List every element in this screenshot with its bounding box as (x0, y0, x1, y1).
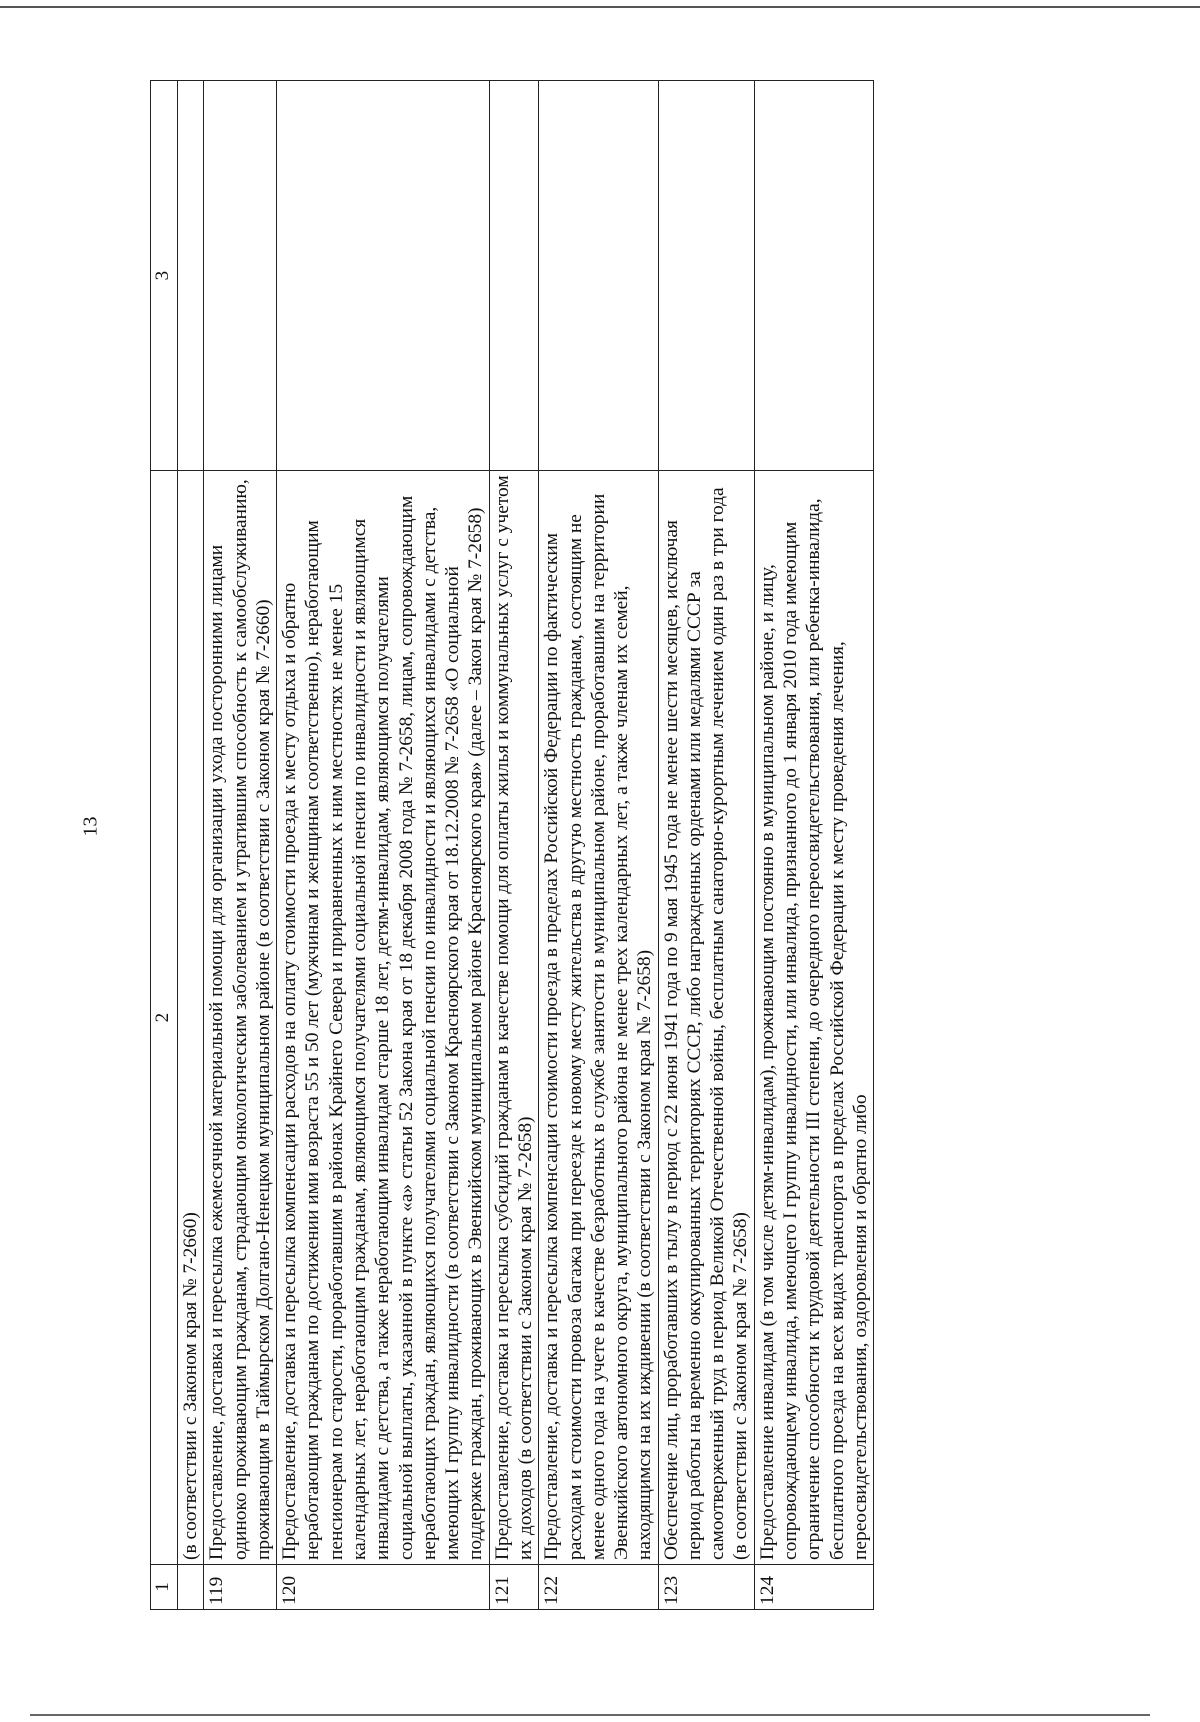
row-number: 122 (539, 1564, 658, 1609)
table-row (178, 81, 204, 1610)
scan-edge-top (0, 6, 1200, 8)
table-row (754, 81, 873, 1610)
row-description: Предоставление, доставка и пересылка компенсации стоимости проезда в пределах Российской Федерации по фактическим расходам и стоимости провоза багажа при переезде к новому месту жительства в другую местность гражданам, состоящим не менее одного года на учете в качестве безработных в службе занятости в муниципальном районе, проработавшим на территории Эвенкийского автономного округа, муниципального района не менее трех календарных лет, а также членам их семей, находящимся на их иждивении (в соответствии с Законом края № 7-2658) (539, 471, 658, 1565)
row-number: 123 (658, 1564, 754, 1609)
row-col3 (204, 81, 277, 471)
table-header-row (151, 81, 178, 1610)
row-number: 121 (489, 1564, 539, 1609)
row-description: Обеспечение лиц, проработавших в тылу в период с 22 июня 1941 года по 9 мая 1945 года не менее шести месяцев, исключая период работы на временно оккупированных территориях СССР, либо награжденных орденами или медалями СССР за самоотверженный труд в период Великой Отечественной войны, бесплатным санаторно-курортным лечением один раз в три года (в соответствии с Законом края № 7-2658) (658, 471, 754, 1565)
page-number: 13 (79, 816, 102, 837)
row-col3 (277, 81, 490, 471)
row-col3 (178, 81, 204, 471)
table-row (489, 81, 539, 1610)
row-number: 120 (277, 1564, 490, 1609)
row-col3 (539, 81, 658, 471)
row-description: Предоставление, доставка и пересылка ежемесячной материальной помощи для организации ухода посторонними лицами одиноко проживающим гражданам, страдающим онкологическим заболеванием и утратившим способность к самообслуживанию, проживающим в Таймырском Долгано-Ненецком муниципальном районе (в соответствии с Законом края № 7-2660) (204, 471, 277, 1565)
rotated-page-content (150, 80, 1055, 1610)
row-number: 124 (754, 1564, 873, 1609)
table-row (204, 81, 277, 1610)
row-col3 (489, 81, 539, 471)
row-number (178, 1564, 204, 1609)
table-row (277, 81, 490, 1610)
header-col-3: 3 (151, 81, 178, 471)
row-description: Предоставление инвалидам (в том числе детям-инвалидам), проживающим постоянно в муниципальном районе, и лицу, сопровождающему инвалида, имеющего I группу инвалидности, или инвалида, признанного до 1 января 2010 года имеющим ограничение способности к трудовой деятельности III степени, до очередного переосвидетельствования, или ребенка-инвалида, бесплатного проезда на всех видах транспорта в пределах Российской Федерации к месту проведения лечения, переосвидетельствования, оздоровления и обратно либо (754, 471, 873, 1565)
header-col-1: 1 (151, 1564, 178, 1609)
scan-edge-bottom (30, 1714, 1150, 1716)
table-row (658, 81, 754, 1610)
table-row (539, 81, 658, 1610)
row-col3 (658, 81, 754, 471)
row-description: (в соответствии с Законом края № 7-2660) (178, 471, 204, 1565)
row-description: Предоставление, доставка и пересылка компенсации расходов на оплату стоимости проезда к месту отдыха и обратно неработающим гражданам по достижении ими возраста 55 и 50 лет (мужчинам и женщинам соответственно), неработающим пенсионерам по старости, проработавшим в районах Крайнего Севера и приравненных к ним местностях не менее 15 календарных лет, неработающим гражданам, являющимся получателями социальной пенсии по инвалидности и являющимся инвалидами с детства, а также неработающим инвалидам старше 18 лет, детям-инвалидам, являющимся получателями социальной выплаты, указанной в пункте «а» статьи 52 Закона края от 18 декабря 2008 года № 7-2658, лицам, сопровождающим неработающих граждан, являющихся получателями социальной пенсии по инвалидности и являющихся инвалидами с детства, имеющих I группу инвалидности (в соответствии с Законом Красноярского края от 18.12.2008 № 7-2658 «О социальной поддержке граждан, проживающих в Эвенкийском муниципальном районе Красноярского края» (далее – Закон края № 7-2658) (277, 471, 490, 1565)
header-col-2: 2 (151, 471, 178, 1565)
row-number: 119 (204, 1564, 277, 1609)
services-table (150, 80, 874, 1610)
row-col3 (754, 81, 873, 471)
row-description: Предоставление, доставка и пересылка субсидий гражданам в качестве помощи для оплаты жилья и коммунальных услуг с учетом их доходов (в соответствии с Законом края № 7-2658) (489, 471, 539, 1565)
